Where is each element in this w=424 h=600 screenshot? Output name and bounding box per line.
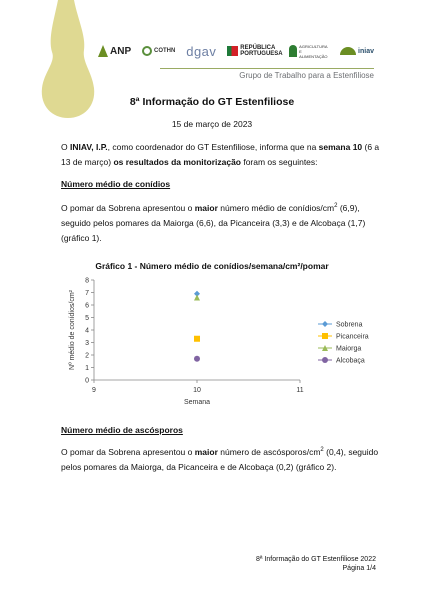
page-footer xyxy=(256,555,376,573)
conidios-chart xyxy=(36,274,376,410)
conidios-paragraph: O pomar da Sobrena apresentou o maior número médio de conídios/$cm^2$ (6,9), seguido pelos pomares da Maiorga (6,6), da Picanceira (3,3) e de Alcobaça (1,7) (gráfico 1). xyxy=(61,203,366,243)
intro-paragraph: O INIAV, I.P., como coordenador do GT Estenfiliose, informa que na semana 10 (6 a 13 de março) os resultados da monitorização foram os seguintes: xyxy=(61,142,380,167)
y-tick-label: 1 xyxy=(85,365,89,372)
header-divider xyxy=(160,68,374,69)
section-heading-conidios: Número médio de conídios xyxy=(61,179,171,189)
agricultura-logo: AGRICULTURA E ALIMENTAÇÃO xyxy=(289,44,329,59)
legend-marker-alcobaca xyxy=(322,357,328,363)
org-name: INIAV, I.P. xyxy=(69,142,108,152)
y-tick-label: 5 xyxy=(85,315,89,322)
footer-title: 8ª Informação do GT Estenfiliose 2022 xyxy=(256,556,376,563)
legend-label-alcobaca: Alcobaça xyxy=(336,357,365,365)
legend-marker-picanceira xyxy=(322,333,328,339)
republica-portuguesa-logo: REPÚBLICA PORTUGUESA xyxy=(227,45,278,57)
page-number: Página 1/4 xyxy=(342,565,376,572)
x-tick-label: 9 xyxy=(92,387,96,394)
cothn-logo: COTHN xyxy=(142,46,175,56)
point-picanceira xyxy=(194,336,200,342)
legend-marker-sobrena xyxy=(322,321,328,327)
chart-title: Gráfico 1 - Número médio de conídios/semana/cm²/pomar xyxy=(95,261,329,271)
y-tick-label: 4 xyxy=(85,327,89,335)
dgav-logo: dgav xyxy=(186,43,217,59)
anp-logo: ANP xyxy=(98,45,131,57)
y-tick-label: 7 xyxy=(85,290,89,297)
y-tick-label: 0 xyxy=(85,377,89,385)
document-title: 8ª Informação do GT Estenfiliose xyxy=(129,96,295,108)
iniav-logo: iniav xyxy=(340,47,374,55)
legend-label-picanceira: Picanceira xyxy=(336,333,369,341)
ascosporos-paragraph: O pomar da Sobrena apresentou o maior número de ascósporos/$cm^2$ (0,4), seguido pelos pomares da Maiorga, da Picanceira e de Alcobaça (0,2) (gráfico 2). xyxy=(61,447,379,472)
x-tick-label: 10 xyxy=(193,387,201,394)
partner-logos xyxy=(98,36,374,66)
y-tick-label: 3 xyxy=(85,340,89,347)
point-maiorga xyxy=(194,295,200,301)
point-alcobaca xyxy=(194,356,200,362)
x-axis-label: Semana xyxy=(183,399,211,406)
y-axis-label: Nº médio de conídios/cm² xyxy=(69,290,76,370)
x-tick-label: 11 xyxy=(296,387,304,394)
y-tick-label: 6 xyxy=(85,302,89,310)
working-group-name: Grupo de Trabalho para a Estenfiliose xyxy=(239,71,374,80)
document-date: 15 de março de 2023 xyxy=(171,119,253,129)
y-tick-label: 2 xyxy=(85,352,89,360)
section-heading-ascosporos: Número médio de ascósporos xyxy=(61,425,183,435)
y-tick-label: 8 xyxy=(85,277,89,285)
results-label: os resultados da monitorização xyxy=(113,157,241,167)
week-label: semana 10 xyxy=(318,142,363,152)
legend-label-maiorga: Maiorga xyxy=(336,345,362,353)
legend-label-sobrena: Sobrena xyxy=(336,321,363,329)
